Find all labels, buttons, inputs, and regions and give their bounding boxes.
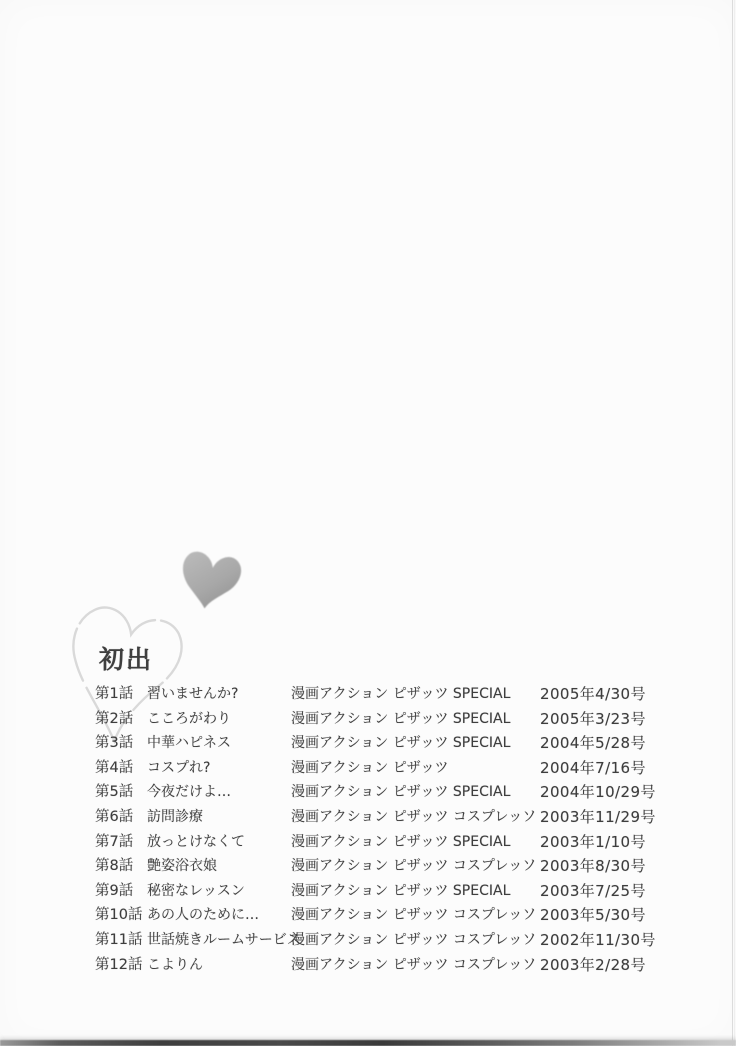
chapter-label: 第5話 xyxy=(95,784,134,801)
magazine-name: 漫画アクション ピザッツ SPECIAL xyxy=(291,710,511,727)
issue-date: 2003年8/30号 xyxy=(540,857,646,876)
table-row xyxy=(0,731,736,756)
chapter-title: 訪問診療 xyxy=(147,808,203,825)
chapter-label: 第2話 xyxy=(95,710,134,727)
magazine-name: 漫画アクション ピザッツ コスプレッソ xyxy=(291,808,537,825)
chapter-label: 第4話 xyxy=(95,759,134,776)
chapter-label: 第10話 xyxy=(95,907,143,924)
issue-date: 2004年5/28号 xyxy=(540,734,646,753)
magazine-name: 漫画アクション ピザッツ xyxy=(291,759,449,776)
chapter-title: こよりん xyxy=(147,956,203,973)
chapter-label: 第3話 xyxy=(95,735,134,752)
chapter-label: 第7話 xyxy=(95,833,134,850)
chapter-title: 習いませんか? xyxy=(147,686,239,702)
magazine-name: 漫画アクション ピザッツ SPECIAL xyxy=(291,686,511,702)
issue-date: 2003年2/28号 xyxy=(540,955,646,974)
chapter-title: 中華ハピネス xyxy=(147,735,231,752)
table-row xyxy=(0,928,736,953)
table-row xyxy=(0,780,736,805)
table-row xyxy=(0,830,736,855)
chapter-title: 艶姿浴衣娘 xyxy=(147,858,217,875)
issue-date: 2005年3/23号 xyxy=(540,709,646,728)
chapter-title: こころがわり xyxy=(147,710,231,727)
issue-date: 2002年11/30号 xyxy=(540,930,656,949)
magazine-name: 漫画アクション ピザッツ コスプレッソ xyxy=(291,858,537,875)
magazine-name: 漫画アクション ピザッツ コスプレッソ xyxy=(291,931,537,948)
scan-artifact-bottom xyxy=(0,1040,736,1046)
chapter-label: 第12話 xyxy=(95,956,143,973)
chapter-label: 第11話 xyxy=(95,931,143,948)
table-row xyxy=(0,854,736,879)
table-row xyxy=(0,707,736,732)
issue-date: 2003年1/10号 xyxy=(540,832,646,851)
chapter-title: あの人のために… xyxy=(147,907,259,924)
chapter-title: 放っとけなくて xyxy=(147,833,245,850)
magazine-name: 漫画アクション ピザッツ SPECIAL xyxy=(291,833,511,850)
magazine-name: 漫画アクション ピザッツ SPECIAL xyxy=(291,735,511,752)
magazine-name: 漫画アクション ピザッツ コスプレッソ xyxy=(291,956,537,973)
chapter-title: 秘密なレッスン xyxy=(147,882,245,899)
issue-date: 2004年7/16号 xyxy=(540,758,646,777)
page-title: 初出 xyxy=(99,645,154,674)
chapter-title: 今夜だけよ… xyxy=(147,784,231,801)
chapter-label: 第9話 xyxy=(95,882,134,899)
magazine-name: 漫画アクション ピザッツ SPECIAL xyxy=(291,784,511,801)
table-row xyxy=(0,903,736,928)
table-row xyxy=(0,879,736,904)
issue-date: 2003年5/30号 xyxy=(540,906,646,925)
chapter-label: 第1話 xyxy=(95,686,134,702)
table-row xyxy=(0,953,736,978)
magazine-name: 漫画アクション ピザッツ SPECIAL xyxy=(291,882,511,899)
table-row xyxy=(0,682,736,707)
issue-date: 2004年10/29号 xyxy=(540,783,656,802)
magazine-name: 漫画アクション ピザッツ コスプレッソ xyxy=(291,907,537,924)
table-row xyxy=(0,756,736,781)
first-publication-list xyxy=(0,682,736,977)
table-row xyxy=(0,805,736,830)
chapter-title: コスプれ? xyxy=(147,759,211,776)
chapter-label: 第6話 xyxy=(95,808,134,825)
issue-date: 2003年11/29号 xyxy=(540,807,656,826)
chapter-label: 第8話 xyxy=(95,858,134,875)
issue-date: 2005年4/30号 xyxy=(540,685,646,703)
issue-date: 2003年7/25号 xyxy=(540,881,646,900)
chapter-title: 世話焼きルームサービス xyxy=(147,931,301,948)
